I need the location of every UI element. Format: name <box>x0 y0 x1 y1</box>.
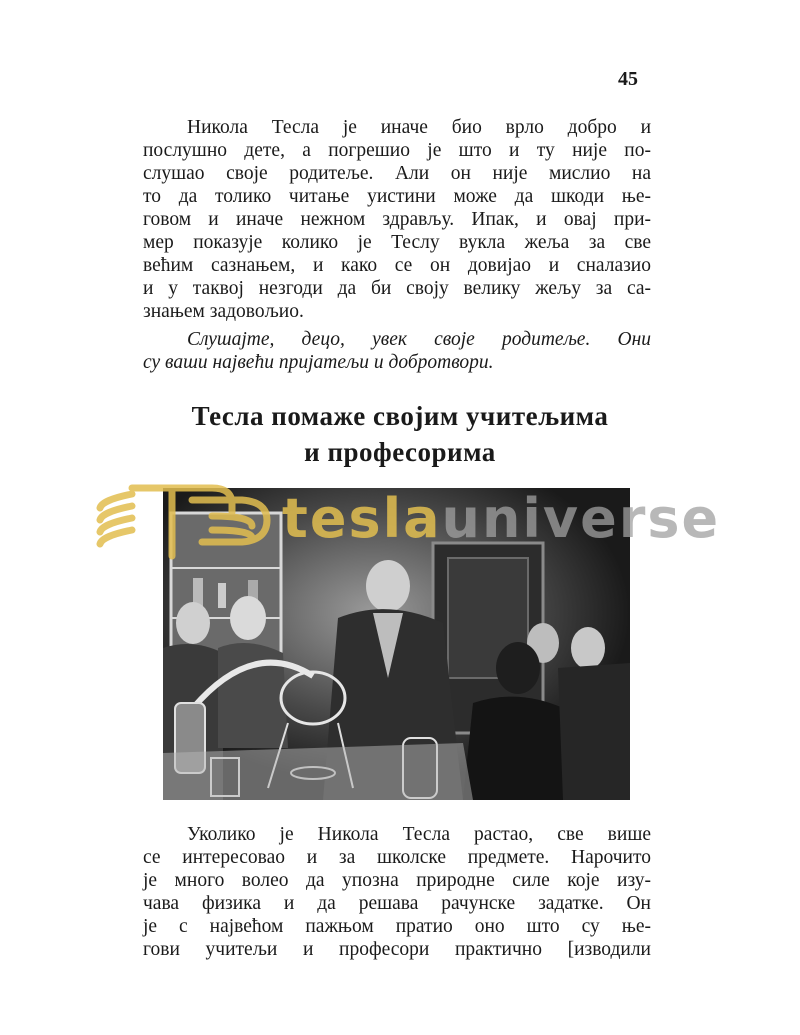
text-line: слушао своје родитеље. Али он није мислио на <box>143 163 651 184</box>
text-line: послушно дете, а погрешио је што и ту није по- <box>143 140 651 161</box>
text-line: већим сазнањем, и како се он довијао и сналазио <box>143 255 651 276</box>
watermark-word-universe: universe <box>441 487 721 550</box>
text-line: су ваши највећи пријатељи и добротвори. <box>143 352 494 373</box>
heading-line: Тесла помаже својим учитељима <box>191 401 609 431</box>
paragraph-2-italic <box>143 328 651 374</box>
text-line: мер показује колико је Теслу вукла жеља за све <box>143 232 651 253</box>
text-line: чава физика и да решава рачунске задатке. Он <box>143 893 651 914</box>
text-line: и у таквој незгоди да би своју велику жељу за са- <box>143 278 651 299</box>
text-line: Никола Тесла је иначе био врло добро и <box>187 117 651 138</box>
text-line: Слушајте, децо, увек своје родитеље. Они <box>187 329 651 350</box>
text-line: се интересовао и за школске предмете. Нарочито <box>143 847 651 868</box>
text-line: гови учитељи и професори практично [изводили <box>143 939 651 960</box>
text-line: Уколико је Никола Тесла растао, све више <box>187 824 651 845</box>
illustration-image <box>163 488 630 800</box>
text-line: је много волео да упозна природне силе које изу- <box>143 870 651 891</box>
paragraph-1 <box>143 116 651 323</box>
text-line: је с највећом пажњом пратио оно што су ње- <box>143 916 651 937</box>
text-line: говом и иначе нежном здрављу. Ипак, и овај при- <box>143 209 651 230</box>
text-line: знањем задовољио. <box>143 301 304 322</box>
paragraph-3 <box>143 823 651 961</box>
section-heading <box>140 398 660 470</box>
page-number: 45 <box>618 68 638 90</box>
heading-line: и професорима <box>304 437 496 467</box>
watermark-word-tesla: tesla <box>282 487 442 550</box>
text-line: то да толико читање уистини може да шкоди ње- <box>143 186 651 207</box>
